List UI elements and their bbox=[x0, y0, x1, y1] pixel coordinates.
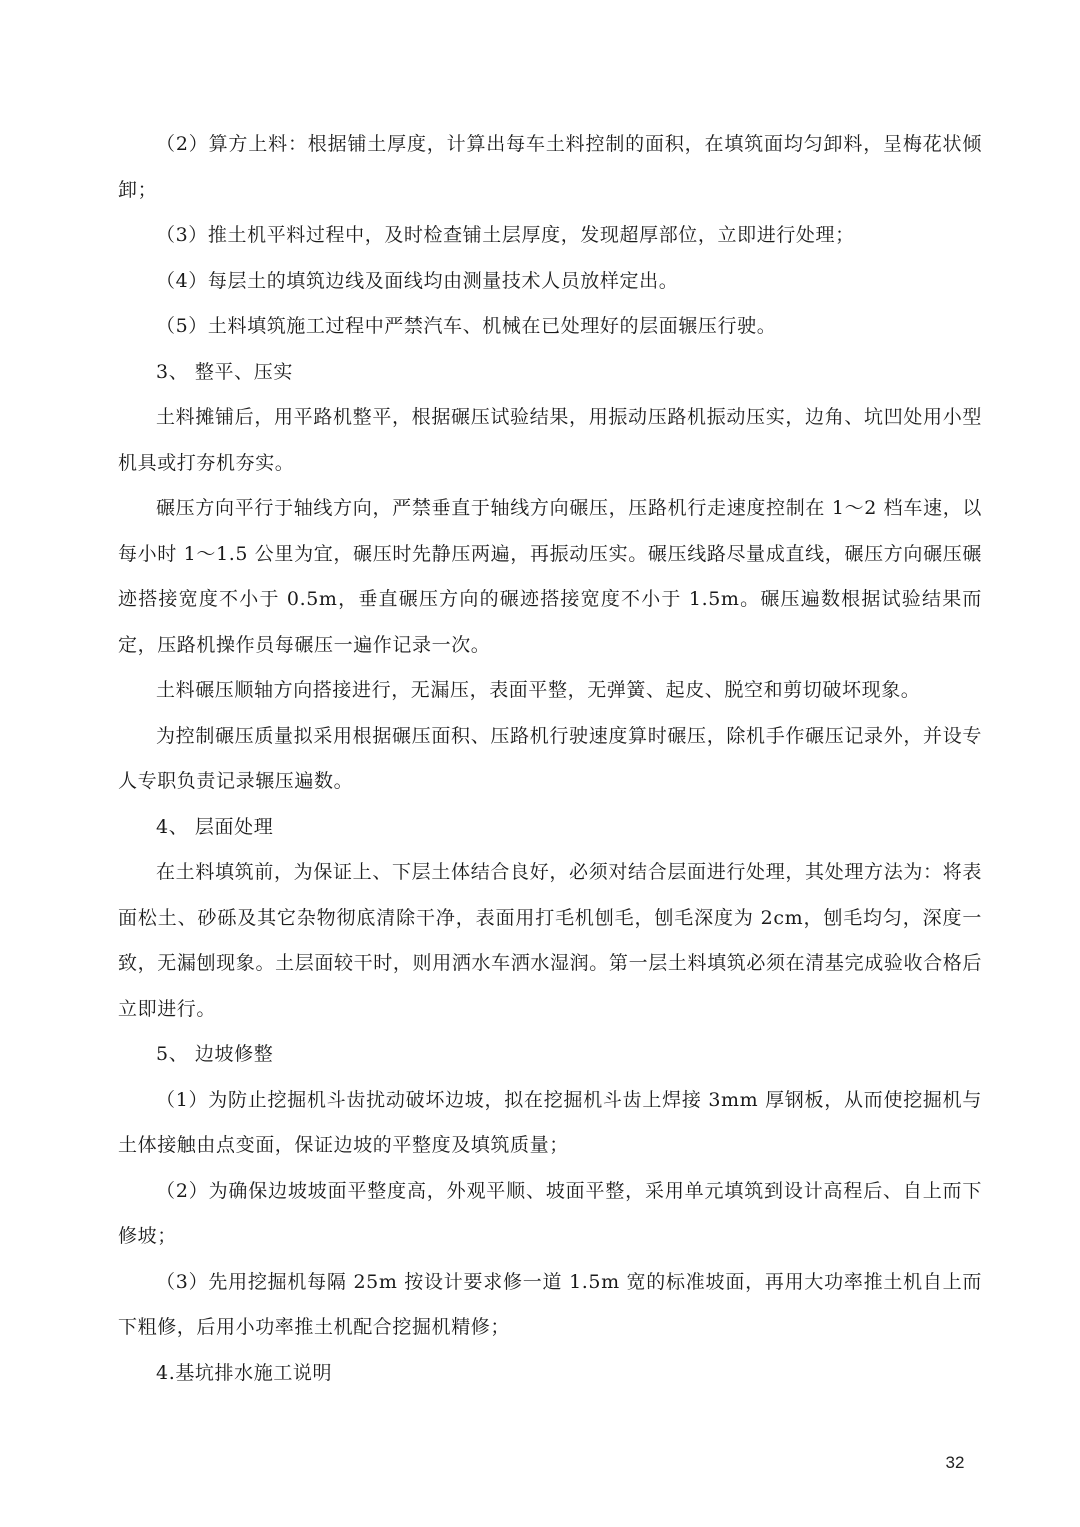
paragraph-fill-step-5: （5）土料填筑施工过程中严禁汽车、机械在已处理好的层面辗压行驶。 bbox=[156, 315, 777, 337]
section-heading-layer-treatment: 4、 层面处理 bbox=[156, 815, 274, 838]
document-body bbox=[118, 122, 982, 1396]
paragraph-slope-step-2: （2）为确保边坡坡面平整度高，外观平顺、坡面平整，采用单元填筑到设计高程后、自上而下修坡； bbox=[118, 1179, 982, 1247]
page-number: 32 bbox=[945, 1453, 965, 1472]
section-heading-pit-drainage: 4.基坑排水施工说明 bbox=[156, 1361, 333, 1384]
paragraph-leveling: 土料摊铺后，用平路机整平，根据碾压试验结果，用振动压路机振动压实，边角、坑凹处用小型机具或打夯机夯实。 bbox=[118, 406, 982, 474]
paragraph-rolling-overlap: 土料碾压顺轴方向搭接进行，无漏压，表面平整，无弹簧、起皮、脱空和剪切破坏现象。 bbox=[156, 679, 921, 701]
section-heading-leveling-compaction: 3、 整平、压实 bbox=[156, 360, 293, 383]
paragraph-layer-treatment: 在土料填筑前，为保证上、下层土体结合良好，必须对结合层面进行处理，其处理方法为：将表面松土、砂砾及其它杂物彻底清除干净，表面用打毛机刨毛，刨毛深度为 2cm，刨毛均匀，深度一致，无漏刨现象。土层面较干时，则用洒水车洒水湿润。第一层土料填筑必须在清基完成验收合格后立即进行。 bbox=[118, 861, 982, 1020]
paragraph-slope-step-1: （1）为防止挖掘机斗齿扰动破坏边坡，拟在挖掘机斗齿上焊接 3mm 厚钢板，从而使挖掘机与土体接触由点变面，保证边坡的平整度及填筑质量； bbox=[118, 1088, 982, 1156]
paragraph-fill-step-4: （4）每层土的填筑边线及面线均由测量技术人员放样定出。 bbox=[156, 269, 679, 292]
paragraph-slope-step-3: （3）先用挖掘机每隔 25m 按设计要求修一道 1.5m 宽的标准坡面，再用大功率推土机自上而下粗修，后用小功率推土机配合挖掘机精修； bbox=[118, 1270, 982, 1338]
section-heading-slope-trimming: 5、 边坡修整 bbox=[156, 1043, 274, 1065]
paragraph-fill-step-3: （3）推土机平料过程中，及时检查铺土层厚度，发现超厚部位，立即进行处理； bbox=[156, 224, 855, 246]
paragraph-rolling-quality: 为控制碾压质量拟采用根据碾压面积、压路机行驶速度算时碾压，除机手作碾压记录外，并设专人专职负责记录辗压遍数。 bbox=[118, 724, 982, 792]
paragraph-fill-step-2: （2）算方上料：根据铺土厚度，计算出每车土料控制的面积，在填筑面均匀卸料，呈梅花状倾卸； bbox=[118, 133, 982, 201]
paragraph-rolling-direction: 碾压方向平行于轴线方向，严禁垂直于轴线方向碾压，压路机行走速度控制在 1～2 档车速，以每小时 1～1.5 公里为宜，碾压时先静压两遍，再振动压实。碾压线路尽量成直线，碾压方向碾压碾迹搭接宽度不小于 0.5m，垂直碾压方向的碾迹搭接宽度不小于 1.5m。碾压遍数根据试验结果而定，压路机操作员每碾压一遍作记录一次。 bbox=[118, 497, 982, 656]
